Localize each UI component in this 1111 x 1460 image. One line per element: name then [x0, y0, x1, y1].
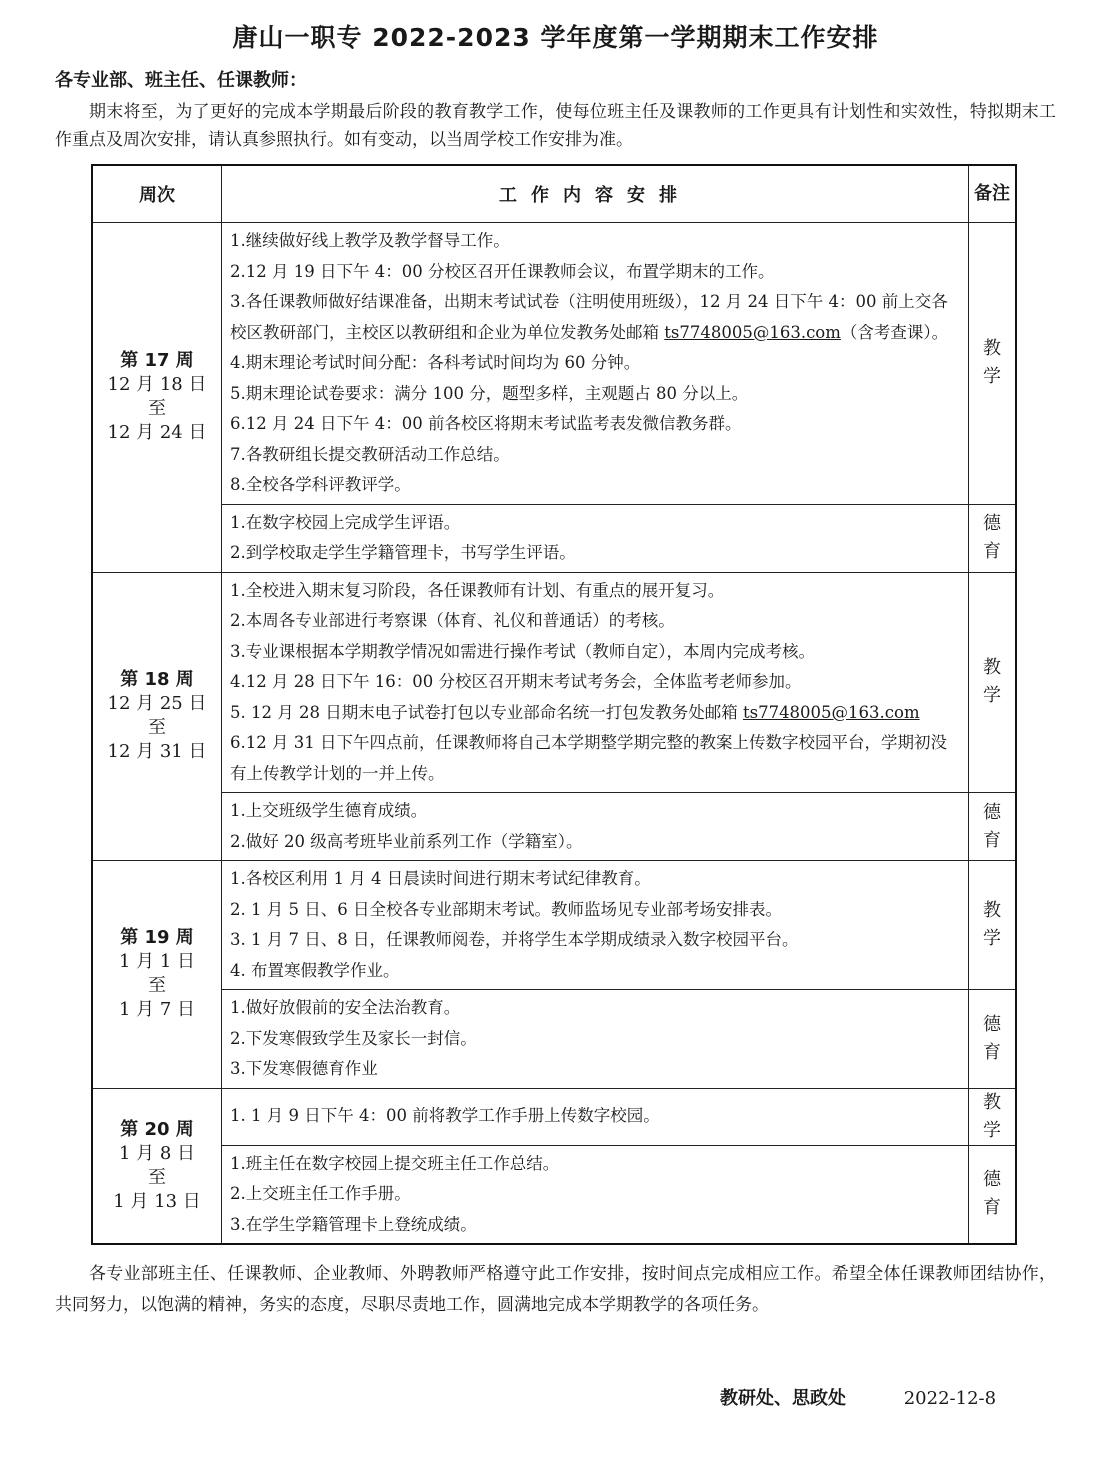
- list-item: 8.全校各学科评教评学。: [230, 475, 411, 494]
- schedule-table: [91, 164, 1017, 1245]
- table-header-row: [92, 165, 1016, 223]
- week-to: 至: [148, 398, 166, 420]
- week-end: 12 月 31 日: [107, 741, 207, 763]
- schedule-body: [92, 223, 1016, 1245]
- moral-content: [222, 793, 969, 861]
- week-end: 12 月 24 日: [107, 422, 207, 444]
- week-to: 至: [148, 717, 166, 739]
- week-row: [92, 223, 1016, 505]
- list-item: 1. 1 月 9 日下午 4：00 前将教学工作手册上传数字校园。: [230, 1106, 660, 1126]
- list-item: 1.各校区利用 1 月 4 日晨读时间进行期末考试纪律教育。: [230, 869, 651, 888]
- teaching-content: [222, 1088, 969, 1145]
- intro-paragraph: 期末将至，为了更好的完成本学期最后阶段的教育教学工作，使每位班主任及课教师的工作更具有计划性和实效性，特拟期末工作重点及周次安排，请认真参照执行。如有变动，以当周学校工作安排为准。: [55, 102, 1056, 150]
- signature: [720, 1384, 996, 1410]
- list-item: 7.各教研组长提交教研活动工作总结。: [230, 444, 510, 464]
- week-end: 1 月 7 日: [118, 999, 196, 1021]
- note-teaching-text: 教学: [983, 1091, 1001, 1141]
- week-label: 第 18 周: [120, 669, 194, 691]
- list-item: 2.下发寒假致学生及家长一封信。: [230, 1028, 477, 1048]
- list-item: 4. 布置寒假教学作业。: [230, 960, 400, 980]
- week-cell: [92, 861, 222, 1089]
- list-item: 3. 1 月 7 日、8 日，任课教师阅卷，并将学生本学期成绩录入数字校园平台。: [230, 930, 799, 949]
- list-item: 5.期末理论试卷要求：满分 100 分，题型多样，主观题占 80 分以上。: [230, 383, 749, 403]
- note-teaching-text: 教学: [983, 900, 1001, 949]
- note-moral-text: 德育: [983, 801, 1001, 851]
- note-teaching-text: 教学: [983, 338, 1001, 388]
- list-item: 4.12 月 28 日下午 16：00 分校区召开期末考试考务会，全体监考老师参加。: [230, 672, 802, 691]
- header-week: 周次: [92, 165, 222, 223]
- note-moral-text: 德育: [983, 1013, 1001, 1063]
- list-item: 6.12 月 24 日下午 4：00 前各校区将期末考试监考表发微信教务群。: [230, 414, 742, 433]
- list-item: 1.全校进入期末复习阶段，各任课教师有计划、有重点的展开复习。: [230, 580, 725, 600]
- list-item: 2.本周各专业部进行考察课（体育、礼仪和普通话）的考核。: [230, 611, 675, 630]
- header-note: 备注: [969, 165, 1017, 223]
- week-start: 1 月 1 日: [118, 951, 196, 973]
- list-item: 3.在学生学籍管理卡上登统成绩。: [230, 1214, 477, 1234]
- note-moral-text: 德育: [983, 1169, 1001, 1219]
- list-item: 1.做好放假前的安全法治教育。: [230, 998, 461, 1017]
- list-item: 1.上交班级学生德育成绩。: [230, 801, 428, 820]
- week-label: 第 20 周: [120, 1118, 194, 1140]
- note-moral: [969, 793, 1017, 861]
- moral-row: [92, 793, 1016, 861]
- week-row: [92, 1088, 1016, 1145]
- salutation: 各专业部、班主任、任课教师：: [55, 70, 307, 91]
- moral-row: [92, 990, 1016, 1089]
- email-address: ts7748005@163.com: [664, 322, 841, 342]
- week-to: 至: [148, 975, 166, 997]
- week-cell: [92, 223, 222, 573]
- week-label: 第 17 周: [120, 350, 194, 372]
- list-item: 3.专业课根据本学期教学情况如需进行操作考试（教师自定），本周内完成考核。: [230, 641, 815, 661]
- week-row: [92, 861, 1016, 990]
- teaching-content: [222, 572, 969, 793]
- week-start: 12 月 18 日: [107, 374, 207, 396]
- moral-content: [222, 504, 969, 572]
- list-item: 5. 12 月 28 日期末电子试卷打包以专业部命名统一打包发教务处邮箱 ts7748005@163.com: [230, 702, 920, 722]
- list-item: 1.继续做好线上教学及教学督导工作。: [230, 231, 510, 250]
- email-address: ts7748005@163.com: [742, 702, 920, 722]
- list-item: 2.到学校取走学生学籍管理卡，书写学生评语。: [230, 543, 576, 562]
- week-to: 至: [148, 1166, 166, 1188]
- teaching-content: [222, 223, 969, 505]
- moral-row: [92, 1145, 1016, 1244]
- week-cell: [92, 572, 222, 861]
- list-item: 1.班主任在数字校园上提交班主任工作总结。: [230, 1153, 560, 1173]
- page-title: 唐山一职专 2022-2023 学年度第一学期期末工作安排: [232, 23, 879, 52]
- note-teaching: [969, 223, 1017, 505]
- note-moral: [969, 504, 1017, 572]
- list-item: 6.12 月 31 日下午四点前，任课教师将自己本学期整学期完整的教案上传数字校园平台，学期初没有上传教学计划的一并上传。: [230, 733, 947, 783]
- week-start: 1 月 8 日: [118, 1142, 196, 1164]
- signature-org: 教研处、思政处: [720, 1388, 846, 1409]
- moral-content: [222, 990, 969, 1089]
- list-item: 3.各任课教师做好结课准备，出期末考试试卷（注明使用班级），12 月 24 日下午 4：00 前上交各校区教研部门，主校区以教研组和企业为单位发教务处邮箱 ts7748005@163.com（含考查课）。: [230, 292, 949, 342]
- list-item: 4.期末理论考试时间分配：各科考试时间均为 60 分钟。: [230, 353, 641, 372]
- week-cell: [92, 1088, 222, 1244]
- note-teaching: [969, 861, 1017, 990]
- week-label: 第 19 周: [120, 927, 194, 949]
- note-teaching: [969, 1088, 1017, 1145]
- closing-paragraph: 各专业部班主任、任课教师、企业教师、外聘教师严格遵守此工作安排，按时间点完成相应工作。希望全体任课教师团结协作，共同努力，以饱满的精神，务实的态度，尽职尽责地工作，圆满地完成本学期教学的各项任务。: [55, 1264, 1056, 1315]
- note-moral: [969, 1145, 1017, 1244]
- note-moral: [969, 990, 1017, 1089]
- week-start: 12 月 25 日: [107, 693, 207, 715]
- teaching-content: [222, 861, 969, 990]
- list-item: 2.上交班主任工作手册。: [230, 1184, 411, 1203]
- list-item: 3.下发寒假德育作业: [230, 1059, 378, 1078]
- week-row: [92, 572, 1016, 793]
- header-content: 工作内容安排: [222, 165, 969, 223]
- note-moral-text: 德育: [983, 513, 1001, 562]
- moral-row: [92, 504, 1016, 572]
- list-item: 2.做好 20 级高考班毕业前系列工作（学籍室）。: [230, 831, 583, 851]
- list-item: 1.在数字校园上完成学生评语。: [230, 512, 461, 532]
- list-item: 2.12 月 19 日下午 4：00 分校区召开任课教师会议，布置学期末的工作。: [230, 261, 775, 281]
- list-item: 2. 1 月 5 日、6 日全校各专业部期末考试。教师监场见专业部考场安排表。: [230, 899, 782, 919]
- note-teaching: [969, 572, 1017, 793]
- note-teaching-text: 教学: [983, 657, 1001, 707]
- signature-date: 2022-12-8: [903, 1388, 997, 1409]
- moral-content: [222, 1145, 969, 1244]
- week-end: 1 月 13 日: [113, 1190, 201, 1212]
